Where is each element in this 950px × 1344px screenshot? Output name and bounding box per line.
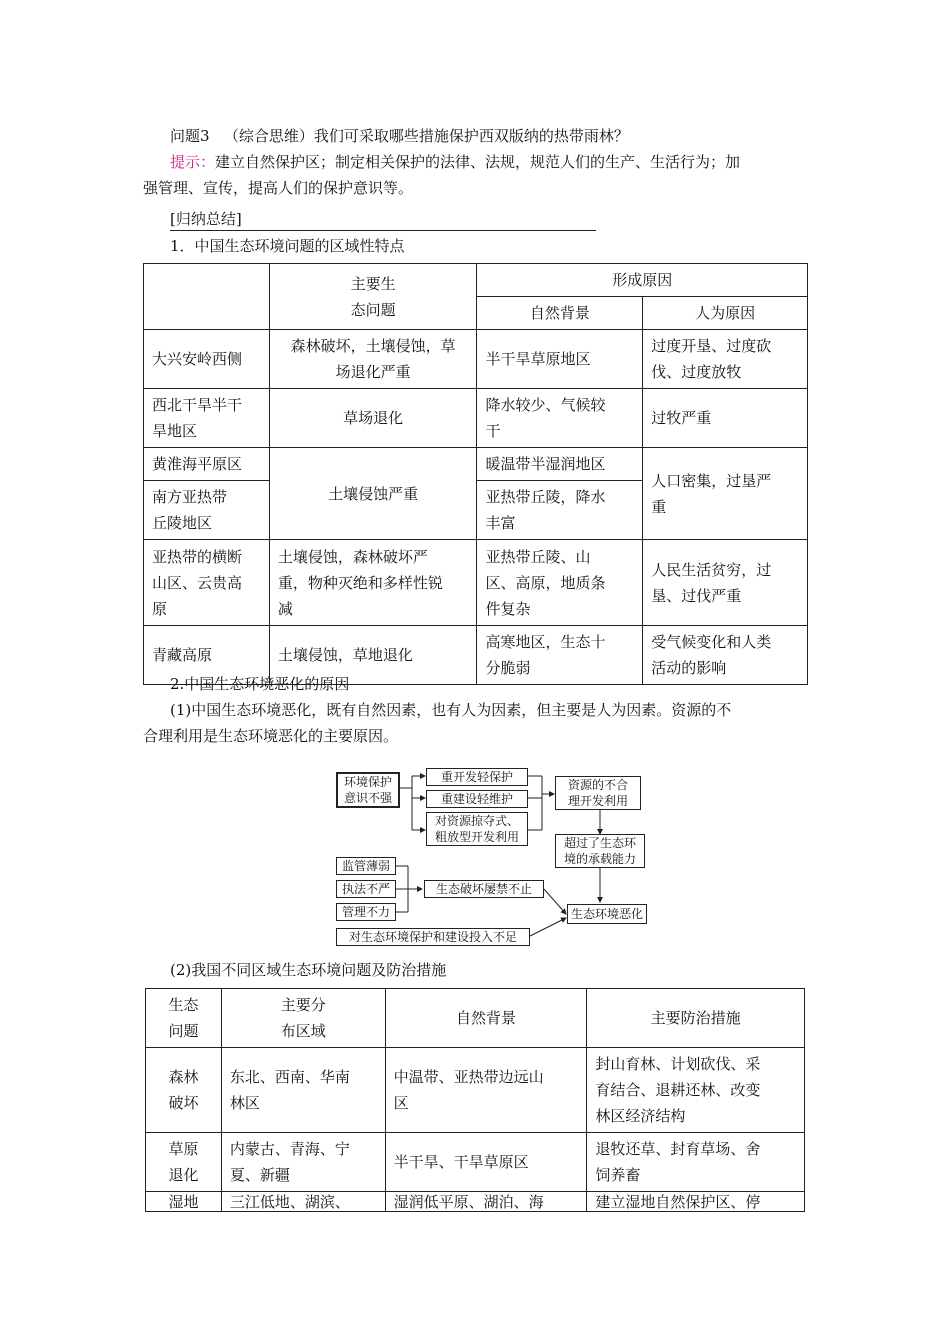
table1-cell-problem: 土壤侵蚀，草地退化 [269,626,477,685]
flow-insufficient-investment: 对生态环境保护和建设投入不足 [336,928,530,946]
flow-weak-management: 管理不力 [336,903,396,921]
table2-cell-natural: 湿润低平原、湖泊、海 [385,1192,587,1212]
table1-head-region [144,264,270,330]
table1-cell-problem: 森林破坏，土壤侵蚀，草 场退化严重 [269,330,477,389]
table1-cell-human: 受气候变化和人类 活动的影响 [643,626,808,685]
table1-cell-human: 过牧严重 [643,389,808,448]
measures-table [145,988,805,1212]
summary-heading: [归纳总结] [170,208,596,231]
table1-cell-problem: 土壤侵蚀，森林破坏严 重，物种灭绝和多样性锐 减 [269,540,477,626]
table1-head-human: 人为原因 [643,297,808,330]
table1-cell-natural: 降水较少、气候较 干 [477,389,643,448]
question-label: 问题3 [170,127,210,145]
table2-cell-measures: 退牧还草、封育草场、舍 饲养畜 [587,1133,805,1192]
table1-cell-region: 青藏高原 [144,626,270,685]
table-row [144,448,808,481]
table1-cell-region: 大兴安岭西侧 [144,330,270,389]
table1-cell-region: 南方亚热带 丘陵地区 [144,481,270,540]
para1-line2: 合理利用是生态环境恶化的主要原因。 [143,727,399,745]
table-row [144,330,808,389]
table-row [144,540,808,626]
table2-cell-area: 东北、西南、华南 林区 [221,1048,385,1133]
table2-cell-area: 内蒙古、青海、宁 夏、新疆 [221,1133,385,1192]
regional-problems-table [143,263,808,685]
table-row [146,1048,805,1133]
flow-weak-supervision: 监管薄弱 [336,857,396,875]
section2-title: 2.中国生态环境恶化的原因 [170,675,350,693]
table1-cell-region: 亚热带的横断 山区、云贵高 原 [144,540,270,626]
flow-lax-enforcement: 执法不严 [336,880,396,898]
table1-cell-natural: 亚热带丘陵，降水 丰富 [477,481,643,540]
question-line [170,124,840,148]
table1-cell-region: 黄淮海平原区 [144,448,270,481]
table2-head-natural: 自然背景 [385,989,587,1048]
table1-cell-natural: 暖温带半湿润地区 [477,448,643,481]
flow-weak-awareness: 环境保护 意识不强 [336,772,400,808]
table1-cell-human: 过度开垦、过度砍 伐、过度放牧 [643,330,808,389]
table2-cell-area: 三江低地、湖滨、 [221,1192,385,1212]
section1-title: 1．中国生态环境问题的区域性特点 [170,237,405,255]
table1-cell-natural: 高寒地区，生态十 分脆弱 [477,626,643,685]
table2-cell-natural: 中温带、亚热带边远山 区 [385,1048,587,1133]
table2-head-area: 主要分 布区域 [221,989,385,1048]
table-row [146,1192,805,1212]
flow-plunder: 对资源掠夺式、 粗放型开发利用 [426,812,528,846]
table2-cell-measures: 封山育林、计划砍伐、采 育结合、退耕还林、改变 林区经济结构 [587,1048,805,1133]
table2-head-problem: 生态 问题 [146,989,222,1048]
flow-banned-continue: 生态破坏屡禁不止 [424,880,544,898]
table1-cell-problem: 草场退化 [269,389,477,448]
table1-head-problem: 主要生 态问题 [269,264,477,330]
flow-irrational-use: 资源的不合 理开发利用 [555,776,641,810]
flow-build-over-maintain: 重建设轻维护 [426,790,528,808]
flow-exceed-capacity: 超过了生态环 境的承载能力 [555,834,645,868]
table1-cell-problem-merged: 土壤侵蚀严重 [269,448,477,540]
table2-cell-problem: 森林 破坏 [146,1048,222,1133]
hint-line-1 [170,150,840,174]
hint-text-1: 建立自然保护区；制定相关保护的法律、法规，规范人们的生产、生活行为；加 [215,153,741,171]
section2b-title: (2)我国不同区域生态环境问题及防治措施 [170,961,447,979]
hint-label: 提示： [170,153,216,171]
para1-line1: (1)中国生态环境恶化，既有自然因素，也有人为因素，但主要是人为因素。资源的不 [170,701,732,719]
table1-head-causes: 形成原因 [477,264,808,297]
table2-head-measures: 主要防治措施 [587,989,805,1048]
causes-flow-diagram [330,768,650,952]
table-row [146,1133,805,1192]
flow-deterioration: 生态环境恶化 [567,904,647,924]
hint-line-2: 强管理、宣传，提高人们的保护意识等。 [143,179,414,197]
flow-dev-over-protect: 重开发轻保护 [426,768,528,786]
table1-cell-human: 人民生活贫穷，过 垦、过伐严重 [643,540,808,626]
table1-cell-region: 西北干旱半干 旱地区 [144,389,270,448]
table1-cell-natural: 亚热带丘陵、山 区、高原，地质条 件复杂 [477,540,643,626]
table1-head-natural: 自然背景 [477,297,643,330]
table-row [144,389,808,448]
table2-cell-measures: 建立湿地自然保护区、停 [587,1192,805,1212]
table2-cell-problem: 草原 退化 [146,1133,222,1192]
table1-cell-human-merged: 人口密集，过垦严 重 [643,448,808,540]
table2-cell-natural: 半干旱、干旱草原区 [385,1133,587,1192]
table1-cell-natural: 半干旱草原地区 [477,330,643,389]
question-text: （综合思维）我们可采取哪些措施保护西双版纳的热带雨林？ [223,127,629,145]
table2-cell-problem: 湿地 [146,1192,222,1212]
